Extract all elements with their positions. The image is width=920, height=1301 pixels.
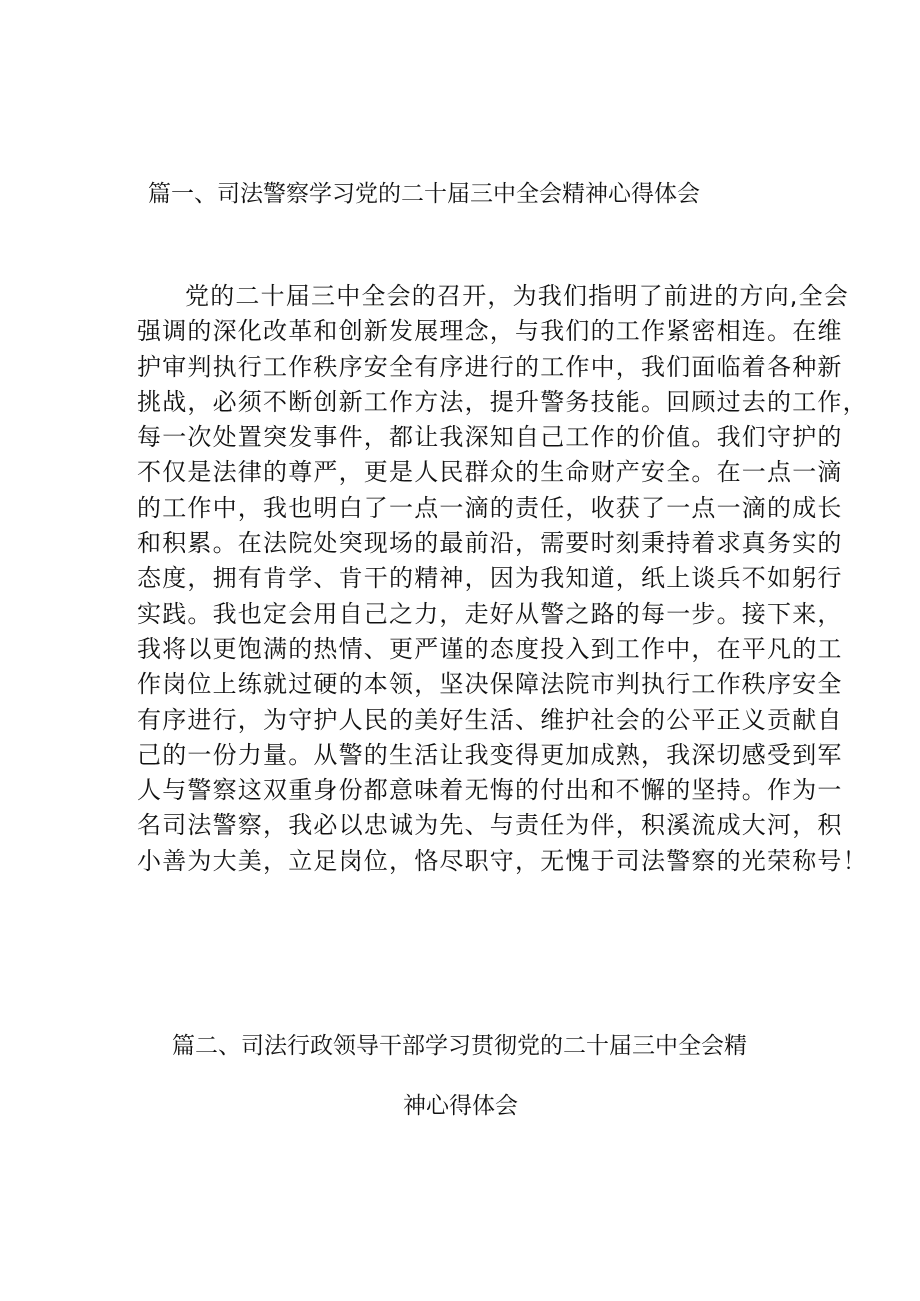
section2-title-line1: 篇二、司法行政领导干部学习贯彻党的二十届三中全会精 (172, 1033, 747, 1059)
body-line: 我将以更饱满的热情、更严谨的态度投入到工作中，在平凡的工 (137, 634, 843, 663)
body-line: 挑战，必须不断创新工作方法，提升警务技能。回顾过去的工作， (137, 387, 868, 416)
body-line: 护审判执行工作秩序安全有序进行的工作中，我们面临着各种新 (137, 352, 843, 381)
body-line: 和积累。在法院处突现场的最前沿，需要时刻秉持着求真务实的 (137, 529, 843, 558)
body-line: 态度，拥有肯学、肯干的精神，因为我知道，纸上谈兵不如躬行 (137, 564, 843, 593)
section1-title: 篇一、司法警察学习党的二十届三中全会精神心得体会 (148, 181, 700, 207)
body-line: 名司法警察，我必以忠诚为先、与责任为伴，积溪流成大河，积 (137, 811, 843, 840)
body-line: 己的一份力量。从警的生活让我变得更加成熟，我深切感受到军 (137, 740, 843, 769)
body-line: 小善为大美，立足岗位，恪尽职守，无愧于司法警察的光荣称号！ (137, 846, 868, 875)
body-line: 有序进行，为守护人民的美好生活、维护社会的公平正义贡献自 (137, 705, 843, 734)
body-line: 作岗位上练就过硬的本领，坚决保障法院市判执行工作秩序安全 (137, 670, 843, 699)
body-line: 人与警察这双重身份都意味着无悔的付出和不懈的坚持。作为一 (137, 776, 843, 805)
section1-body (137, 279, 868, 879)
body-line: 强调的深化改革和创新发展理念，与我们的工作紧密相连。在维 (137, 317, 843, 346)
body-line: 实践。我也定会用自己之力，走好从警之路的每一步。接下来， (137, 599, 843, 628)
body-line: 党的二十届三中全会的召开，为我们指明了前进的方向,全会 (185, 282, 850, 310)
section2-title-line2: 神心得体会 (403, 1093, 518, 1119)
body-line: 的工作中，我也明白了一点一滴的责任，收获了一点一滴的成长 (137, 493, 843, 522)
body-line: 不仅是法律的尊严，更是人民群众的生命财产安全。在一点一滴 (137, 458, 843, 487)
body-line: 每一次处置突发事件，都让我深知自己工作的价值。我们守护的 (137, 423, 843, 452)
